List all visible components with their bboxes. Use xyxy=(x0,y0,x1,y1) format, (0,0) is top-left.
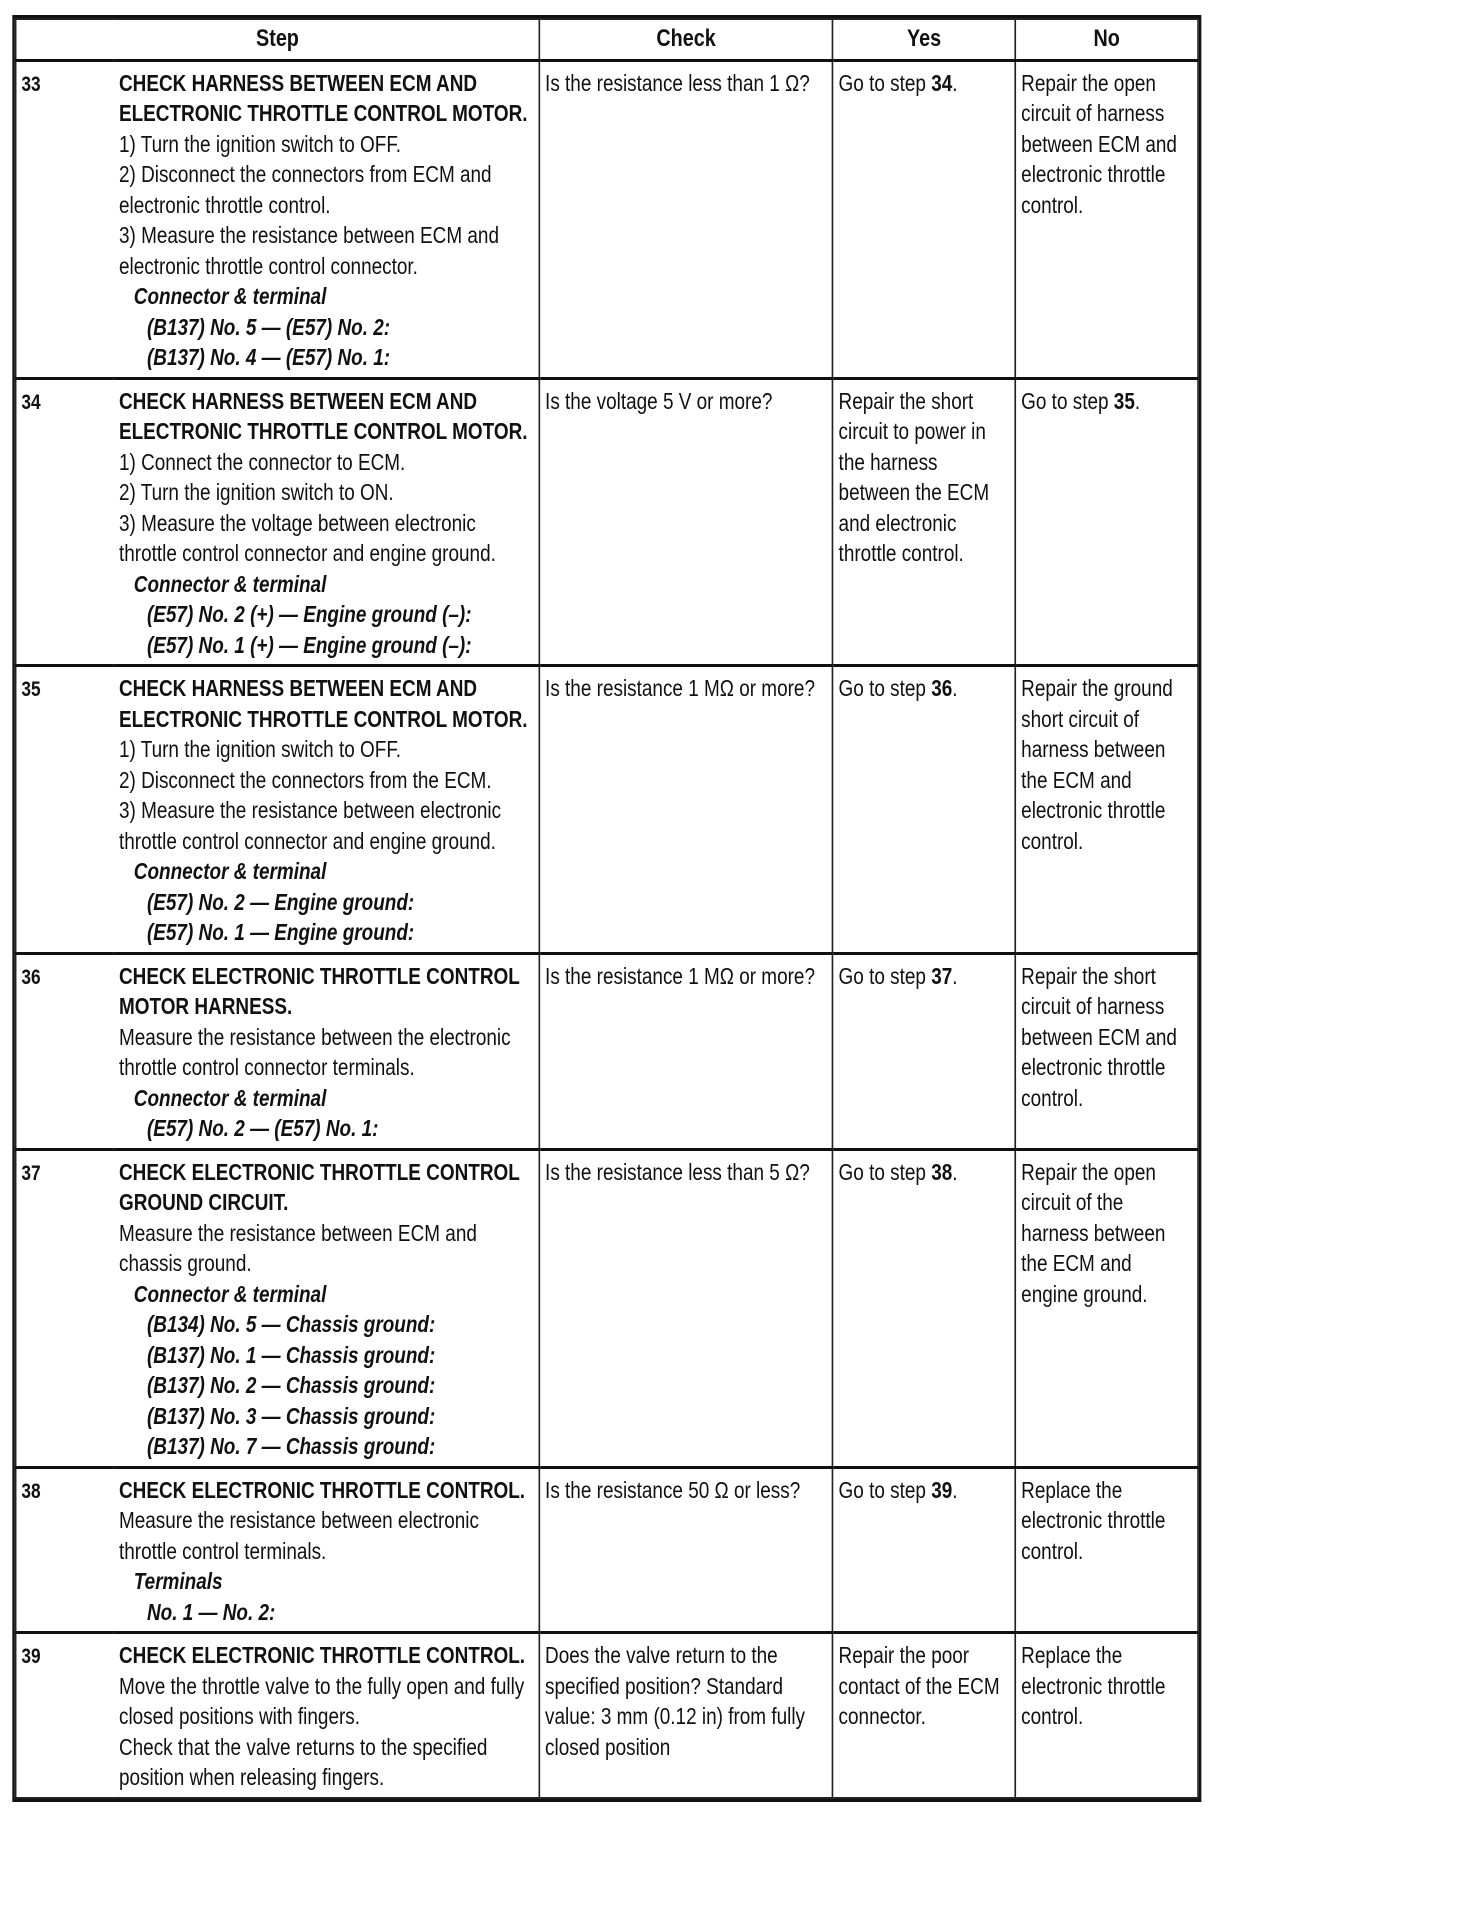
step-cell xyxy=(114,666,539,954)
step-title: CHECK ELECTRONIC THROTTLE CONTROL. xyxy=(118,1476,526,1503)
step-cell xyxy=(114,1149,539,1467)
step-number: 36 xyxy=(16,953,114,1149)
yes-text: Go to step xyxy=(838,1476,932,1503)
step-title: CHECK HARNESS BETWEEN ECM AND ELECTRONIC THROTTLE CONTROL MOTOR. xyxy=(118,387,528,444)
connector-item: (B134) No. 5 — Chassis ground: xyxy=(146,1311,436,1337)
connector-item: (E57) No. 2 — (E57) No. 1: xyxy=(146,1115,379,1141)
check-cell: Is the resistance less than 5 Ω? xyxy=(539,1149,833,1467)
table-row xyxy=(16,666,1198,954)
yes-text: Go to step xyxy=(838,962,932,989)
yes-step-ref: 36 xyxy=(931,675,953,701)
no-text: Go to step xyxy=(1021,387,1114,414)
check-cell: Is the resistance 1 MΩ or more? xyxy=(539,953,833,1149)
yes-suffix: . xyxy=(952,1158,958,1185)
step-line: 3) Measure the resistance between electronic throttle control connector and engine ground. xyxy=(118,797,502,854)
step-line: 3) Measure the resistance between ECM and electronic throttle control connector. xyxy=(118,222,499,279)
no-cell: Repair the ground short circuit of harness between the ECM and electronic throttle control. xyxy=(1015,666,1198,954)
step-line: 1) Turn the ignition switch to OFF. xyxy=(118,130,402,157)
diagnostic-table xyxy=(15,18,1199,1799)
step-line: 2) Disconnect the connectors from ECM and electronic throttle control. xyxy=(118,161,492,218)
table-row xyxy=(16,1467,1198,1633)
yes-cell xyxy=(833,1149,1016,1467)
yes-text: Go to step xyxy=(838,1158,932,1185)
table-row xyxy=(16,378,1198,666)
step-cell xyxy=(114,378,539,666)
step-number: 34 xyxy=(16,378,114,666)
connector-item: (B137) No. 2 — Chassis ground: xyxy=(146,1372,436,1398)
step-cell xyxy=(114,1633,539,1798)
step-number: 39 xyxy=(16,1633,114,1798)
connector-heading: Connector & terminal xyxy=(133,1280,327,1307)
header-yes: Yes xyxy=(833,19,1016,60)
step-line: Measure the resistance between electronic throttle control terminals. xyxy=(118,1507,480,1564)
step-line: Measure the resistance between the electronic throttle control connector terminals. xyxy=(118,1023,511,1080)
yes-step-ref: 37 xyxy=(931,962,953,989)
connector-item: (E57) No. 2 (+) — Engine ground (–): xyxy=(146,601,472,627)
step-cell xyxy=(114,953,539,1149)
table-row xyxy=(16,1149,1198,1467)
header-step: Step xyxy=(16,19,540,60)
step-line: 1) Turn the ignition switch to OFF. xyxy=(118,736,402,762)
step-line: 3) Measure the voltage between electronic throttle control connector and engine ground. xyxy=(118,509,496,566)
connector-heading: Connector & terminal xyxy=(133,1084,327,1111)
yes-step-ref: 39 xyxy=(931,1476,953,1503)
yes-text: Go to step xyxy=(838,69,932,96)
connector-item: (B137) No. 7 — Chassis ground: xyxy=(146,1433,436,1459)
connector-heading: Connector & terminal xyxy=(133,858,327,884)
check-cell: Is the resistance 50 Ω or less? xyxy=(539,1467,833,1633)
yes-suffix: . xyxy=(952,1476,958,1503)
step-line: 2) Turn the ignition switch to ON. xyxy=(118,479,394,505)
table-row xyxy=(16,1633,1198,1798)
no-cell: Replace the electronic throttle control. xyxy=(1015,1633,1198,1798)
yes-step-ref: 34 xyxy=(931,69,953,96)
connector-item: (E57) No. 2 — Engine ground: xyxy=(146,888,415,915)
header-check: Check xyxy=(539,19,833,60)
check-cell: Is the resistance 1 MΩ or more? xyxy=(539,666,833,954)
connector-item: (E57) No. 1 — Engine ground: xyxy=(146,919,415,945)
yes-step-ref: 38 xyxy=(931,1158,953,1185)
step-cell xyxy=(114,60,539,378)
step-title: CHECK ELECTRONIC THROTTLE CONTROL GROUND CIRCUIT. xyxy=(118,1158,520,1215)
yes-cell xyxy=(833,60,1016,378)
no-suffix: . xyxy=(1134,387,1141,414)
step-line: Check that the valve returns to the specified position when releasing fingers. xyxy=(118,1733,488,1790)
check-cell: Is the resistance less than 1 Ω? xyxy=(539,60,833,378)
yes-cell: Repair the short circuit to power in the harness between the ECM and electronic throttle control. xyxy=(833,378,1016,666)
step-title: CHECK ELECTRONIC THROTTLE CONTROL MOTOR HARNESS. xyxy=(118,962,520,1019)
step-number: 38 xyxy=(16,1467,114,1633)
header-row xyxy=(16,19,1198,60)
connector-heading: Connector & terminal xyxy=(133,283,327,309)
step-title: CHECK HARNESS BETWEEN ECM AND ELECTRONIC THROTTLE CONTROL MOTOR. xyxy=(118,69,528,126)
yes-cell: Repair the poor contact of the ECM connector. xyxy=(833,1633,1016,1798)
connector-item: (B137) No. 1 — Chassis ground: xyxy=(146,1341,436,1368)
no-cell: Repair the open circuit of harness between ECM and electronic throttle control. xyxy=(1015,60,1198,378)
step-line: Measure the resistance between ECM and chassis ground. xyxy=(118,1219,477,1276)
table-row xyxy=(16,953,1198,1149)
check-cell: Does the valve return to the specified position? Standard value: 3 mm (0.12 in) from fully closed position xyxy=(539,1633,833,1798)
terminal-item: No. 1 — No. 2: xyxy=(146,1598,276,1625)
step-number: 33 xyxy=(16,60,114,378)
no-cell: Replace the electronic throttle control. xyxy=(1015,1467,1198,1633)
step-cell xyxy=(114,1467,539,1633)
step-title: CHECK HARNESS BETWEEN ECM AND ELECTRONIC THROTTLE CONTROL MOTOR. xyxy=(118,675,528,732)
no-cell: Repair the open circuit of the harness between the ECM and engine ground. xyxy=(1015,1149,1198,1467)
step-line: 2) Disconnect the connectors from the ECM. xyxy=(118,766,492,793)
yes-suffix: . xyxy=(952,962,958,989)
step-number: 37 xyxy=(16,1149,114,1467)
connector-item: (B137) No. 4 — (E57) No. 1: xyxy=(146,344,391,370)
yes-cell xyxy=(833,666,1016,954)
yes-suffix: . xyxy=(952,675,958,701)
yes-text: Go to step xyxy=(838,675,932,701)
header-no: No xyxy=(1015,19,1198,60)
yes-suffix: . xyxy=(952,69,958,96)
step-line: 1) Connect the connector to ECM. xyxy=(118,448,406,475)
yes-cell xyxy=(833,953,1016,1149)
terminals-heading: Terminals xyxy=(133,1568,223,1594)
no-cell xyxy=(1015,378,1198,666)
connector-heading: Connector & terminal xyxy=(133,570,327,597)
step-title: CHECK ELECTRONIC THROTTLE CONTROL. xyxy=(118,1642,526,1668)
step-number: 35 xyxy=(16,666,114,954)
no-step-ref: 35 xyxy=(1113,387,1135,414)
connector-item: (B137) No. 3 — Chassis ground: xyxy=(146,1402,436,1429)
connector-item: (E57) No. 1 (+) — Engine ground (–): xyxy=(146,631,472,658)
yes-cell xyxy=(833,1467,1016,1633)
step-line: Move the throttle valve to the fully open and fully closed positions with fingers. xyxy=(118,1672,525,1729)
no-cell: Repair the short circuit of harness between ECM and electronic throttle control. xyxy=(1015,953,1198,1149)
connector-item: (B137) No. 5 — (E57) No. 2: xyxy=(146,313,391,340)
table-row xyxy=(16,60,1198,378)
check-cell: Is the voltage 5 V or more? xyxy=(539,378,833,666)
